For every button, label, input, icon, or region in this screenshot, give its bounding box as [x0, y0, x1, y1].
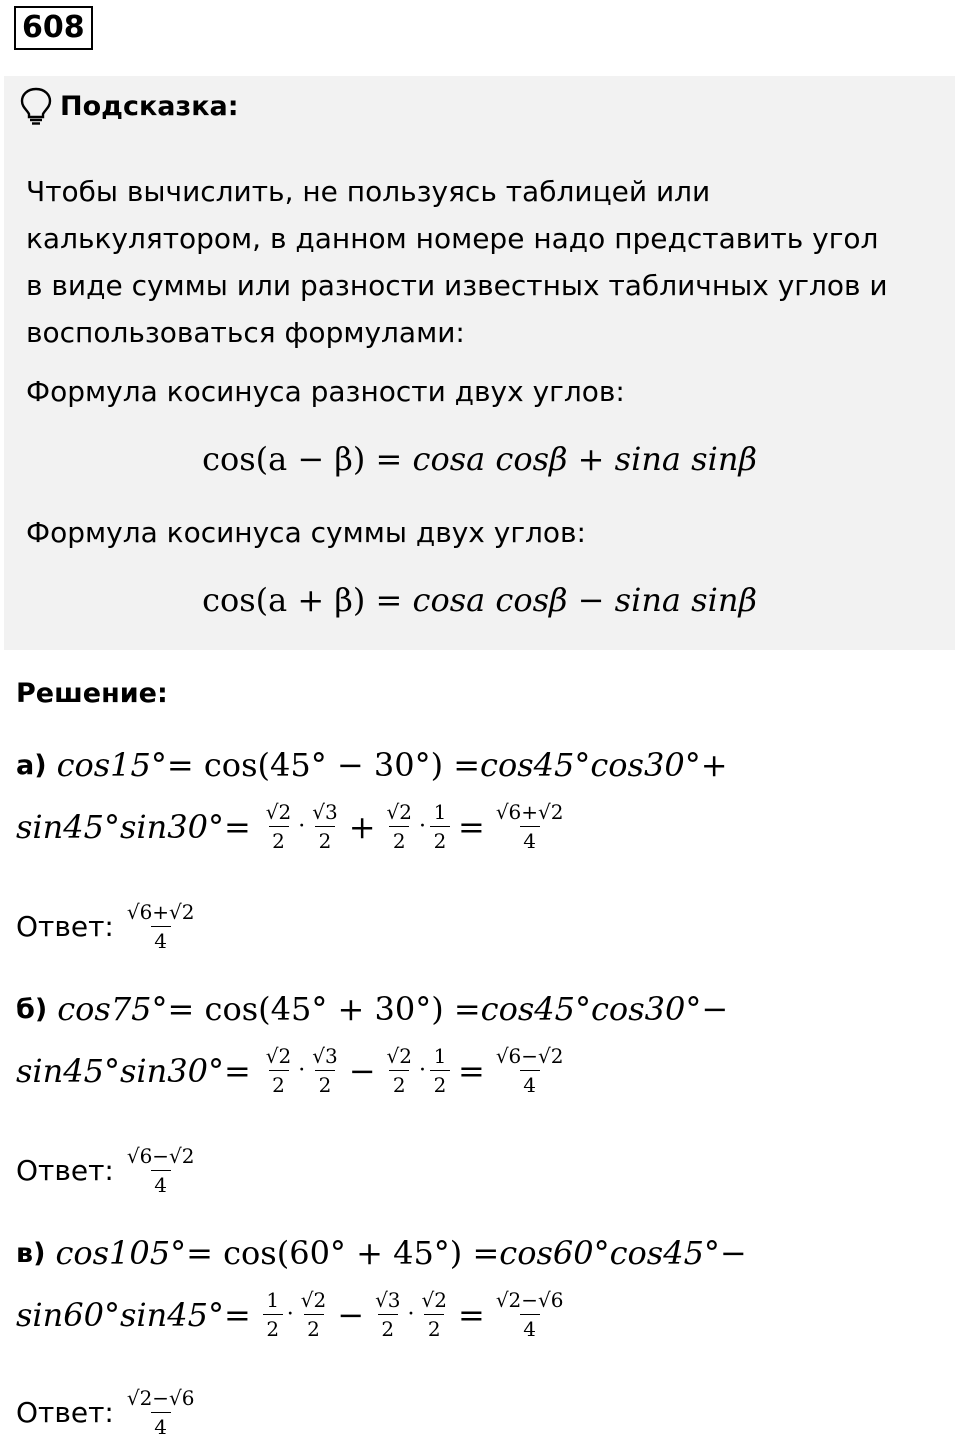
denominator: 2 — [389, 1070, 409, 1097]
answer-label: Ответ: — [16, 1396, 114, 1429]
hint-panel — [4, 76, 955, 650]
part-b-line1 — [16, 990, 728, 1028]
denominator: 4 — [151, 1170, 171, 1197]
operator: − — [337, 1295, 365, 1334]
numerator: √2−√6 — [495, 1288, 564, 1312]
fraction — [263, 800, 294, 853]
operator: − — [348, 1051, 376, 1090]
fraction — [372, 1288, 403, 1341]
denominator: 2 — [304, 1314, 324, 1341]
expr: sin60°sin45° — [16, 1295, 224, 1334]
denominator: 2 — [263, 1314, 283, 1341]
fraction — [309, 1044, 340, 1097]
denominator: 4 — [520, 1314, 540, 1341]
problem-number: 608 — [14, 6, 93, 50]
answer-fraction — [124, 1386, 198, 1439]
operator: + — [348, 807, 376, 846]
formula1-lhs: cos(a − β) = — [202, 440, 413, 478]
formula2 — [4, 581, 955, 619]
numerator: 1 — [266, 1288, 280, 1312]
result-fraction — [493, 800, 567, 853]
part-c-line1 — [16, 1234, 747, 1272]
part-a-line2 — [16, 800, 569, 853]
part-b-line2 — [16, 1044, 569, 1097]
numerator: √3 — [375, 1288, 401, 1312]
answer-label: Ответ: — [16, 1154, 114, 1187]
part-label: а) — [16, 749, 47, 781]
expr: cos45°cos30° — [480, 746, 701, 784]
fraction — [309, 800, 340, 853]
denominator: 2 — [315, 1070, 335, 1097]
part-c-answer — [16, 1386, 200, 1439]
answer-fraction — [124, 900, 198, 953]
numerator: 1 — [433, 800, 447, 824]
numerator: √2−√6 — [126, 1386, 195, 1410]
numerator: √6+√2 — [495, 800, 564, 824]
fraction — [263, 1044, 294, 1097]
part-label: б) — [16, 993, 48, 1025]
fraction — [263, 1288, 283, 1341]
hint-intro-line: Чтобы вычислить, не пользуясь таблицей или — [26, 175, 711, 208]
denominator: 2 — [430, 1070, 450, 1097]
expr: sin45°sin30° — [16, 1051, 224, 1090]
denominator: 4 — [151, 926, 171, 953]
fraction — [430, 800, 450, 853]
result-fraction — [493, 1288, 567, 1341]
numerator: √2 — [386, 1044, 412, 1068]
hint-intro-line: в виде суммы или разности известных табличных углов и — [26, 269, 888, 302]
denominator: 4 — [520, 826, 540, 853]
formula2-rhs: cosa cosβ − sina sinβ — [412, 581, 757, 619]
numerator: √6+√2 — [126, 900, 195, 924]
expr: cos15° — [56, 746, 167, 784]
denominator: 4 — [151, 1412, 171, 1439]
hint-header — [18, 86, 239, 126]
expr: = cos(45° − 30°) = — [166, 746, 481, 784]
hint-title: Подсказка: — [60, 90, 239, 122]
denominator: 2 — [430, 826, 450, 853]
dot-operator: · — [286, 1302, 294, 1327]
dot-operator: · — [298, 814, 306, 839]
numerator: √2 — [421, 1288, 447, 1312]
expr: cos60°cos45° — [499, 1234, 720, 1272]
solution-title: Решение: — [16, 678, 168, 709]
expr: sin45°sin30° — [16, 807, 224, 846]
fraction — [384, 1044, 415, 1097]
hint-intro-line: калькулятором, в данном номере надо представить угол — [26, 222, 879, 255]
fraction — [298, 1288, 329, 1341]
dot-operator: · — [419, 1058, 426, 1083]
expr: + — [700, 746, 728, 784]
part-c-line2 — [16, 1288, 569, 1341]
expr: = — [223, 807, 251, 846]
expr: − — [719, 1234, 747, 1272]
formula2-caption: Формула косинуса суммы двух углов: — [26, 516, 586, 549]
denominator: 4 — [520, 1070, 540, 1097]
lightbulb-icon — [18, 86, 54, 126]
numerator: √2 — [265, 800, 292, 824]
numerator: √2 — [265, 1044, 292, 1068]
operator: = — [458, 1051, 485, 1090]
expr: = — [223, 1051, 251, 1090]
dot-operator: · — [419, 814, 426, 839]
expr: − — [701, 990, 729, 1028]
denominator: 2 — [424, 1314, 444, 1341]
fraction — [430, 1044, 450, 1097]
numerator: √3 — [312, 1044, 338, 1068]
dot-operator: · — [298, 1058, 306, 1083]
hint-intro-line: воспользоваться формулами: — [26, 316, 465, 349]
formula1-rhs: cosa cosβ + sina sinβ — [412, 440, 757, 478]
fraction — [419, 1288, 450, 1341]
denominator: 2 — [269, 1070, 289, 1097]
answer-label: Ответ: — [16, 910, 114, 943]
answer-fraction — [124, 1144, 198, 1197]
expr: cos45°cos30° — [480, 990, 702, 1028]
fraction — [384, 800, 415, 853]
expr: = cos(45° + 30°) = — [167, 990, 481, 1028]
denominator: 2 — [315, 826, 335, 853]
numerator: √3 — [312, 800, 338, 824]
expr: = cos(60° + 45°) = — [186, 1234, 500, 1272]
denominator: 2 — [378, 1314, 398, 1341]
operator: = — [458, 807, 485, 846]
dot-operator: · — [407, 1302, 415, 1327]
expr: = — [223, 1295, 251, 1334]
denominator: 2 — [389, 826, 409, 853]
numerator: √6−√2 — [126, 1144, 195, 1168]
expr: cos105° — [55, 1234, 187, 1272]
part-a-line1 — [16, 746, 728, 784]
operator: = — [458, 1295, 485, 1334]
numerator: √2 — [300, 1288, 327, 1312]
numerator: 1 — [433, 1044, 447, 1068]
part-a-answer — [16, 900, 200, 953]
formula2-lhs: cos(a + β) = — [202, 581, 413, 619]
hint-intro — [26, 168, 941, 356]
numerator: √6−√2 — [495, 1044, 564, 1068]
part-label: в) — [16, 1237, 46, 1269]
result-fraction — [493, 1044, 567, 1097]
part-b-answer — [16, 1144, 200, 1197]
expr: cos75° — [57, 990, 168, 1028]
denominator: 2 — [269, 826, 289, 853]
formula1 — [4, 440, 955, 478]
numerator: √2 — [386, 800, 412, 824]
formula1-caption: Формула косинуса разности двух углов: — [26, 375, 625, 408]
